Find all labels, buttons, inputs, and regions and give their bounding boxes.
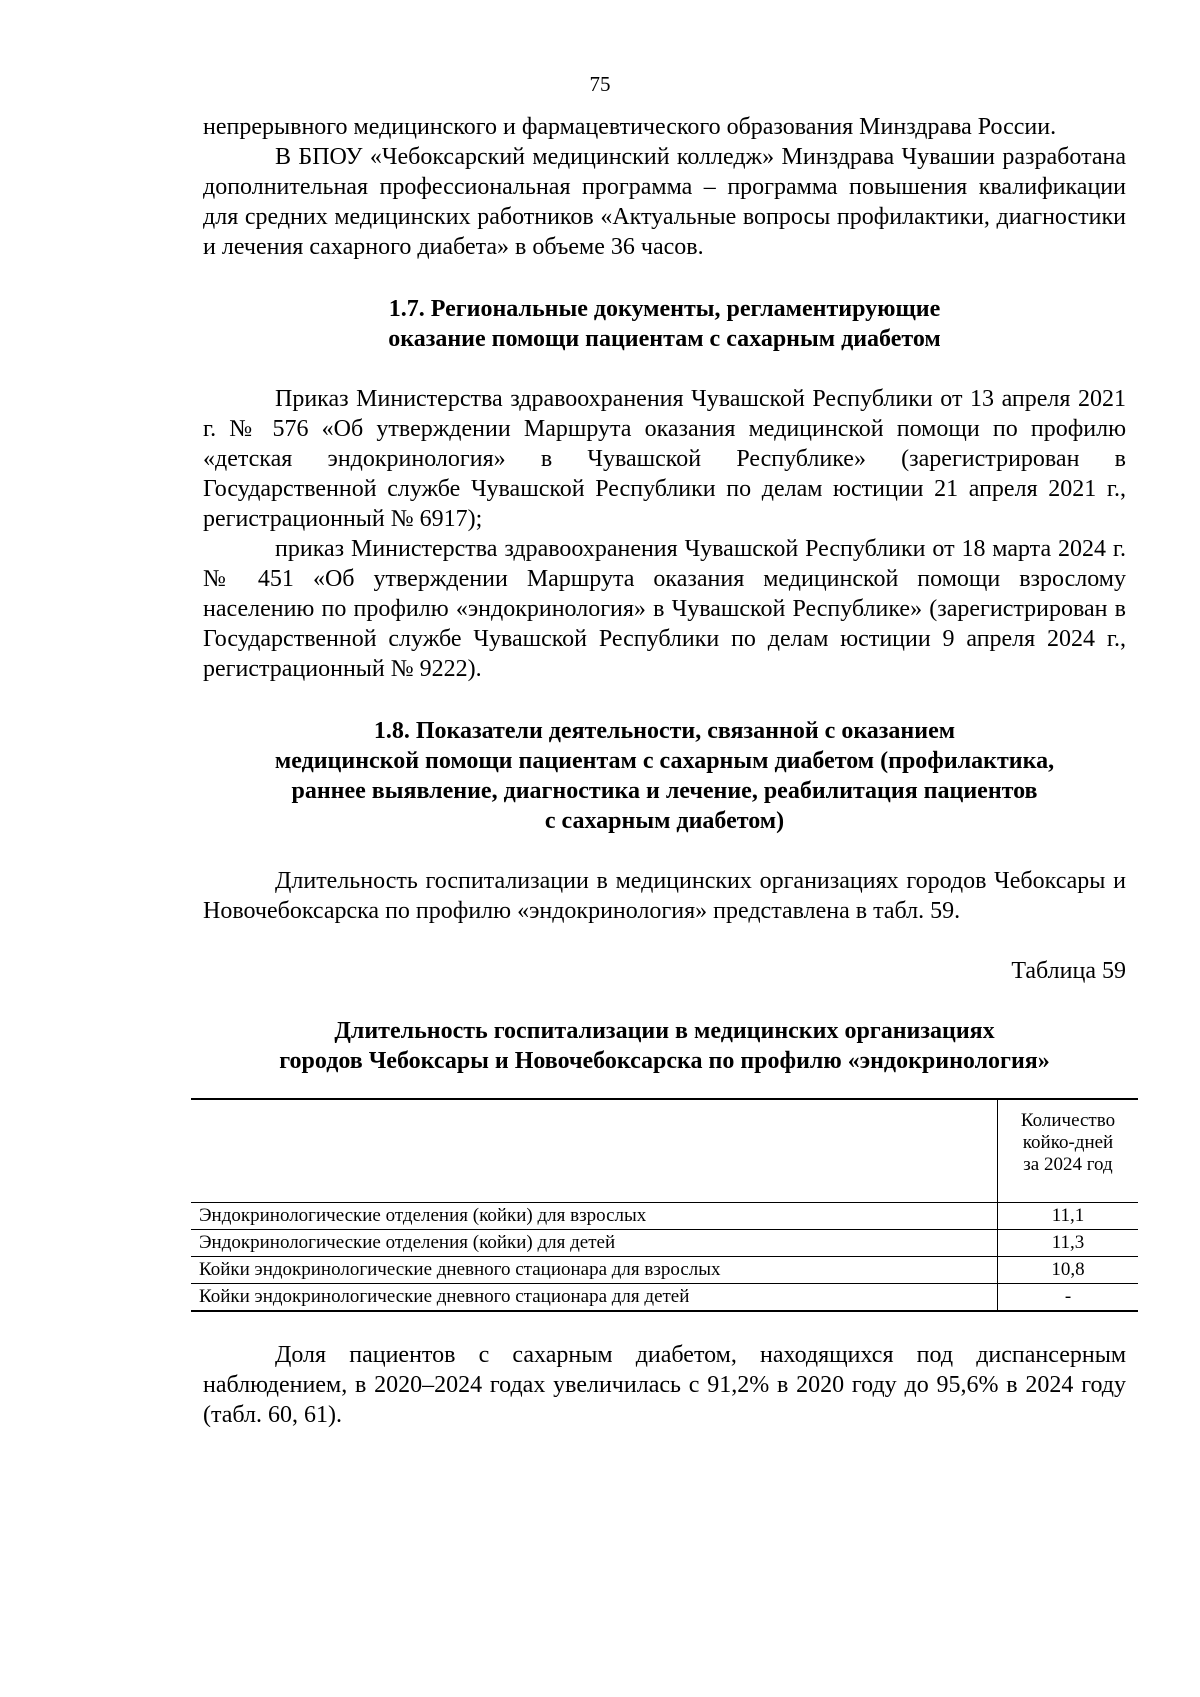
table-cell-name: Эндокринологические отделения (койки) для детей bbox=[191, 1230, 998, 1257]
table-header-name bbox=[191, 1099, 998, 1203]
paragraph-dispensary-share: Доля пациентов с сахарным диабетом, находящихся под диспансерным наблюдением, в 2020–2024 годах увеличилась с 91,2% в 2020 году до 95,6% в 2024 году (табл. 60, 61). bbox=[203, 1342, 1126, 1428]
table-header-value-line-3: за 2024 год bbox=[1023, 1154, 1113, 1175]
table-header-value bbox=[998, 1099, 1139, 1203]
table-row bbox=[191, 1203, 1138, 1230]
paragraph-order-576: Приказ Министерства здравоохранения Чувашской Республики от 13 апреля 2021 г. № 576 «Об утверждении Маршрута оказания медицинской помощи по профилю «детская эндокринология» в Чувашской Республике» (зарегистрирован в Государственной службе Чувашской Республики по делам юстиции 21 апреля 2021 г., регистрационный № 6917); bbox=[203, 386, 1126, 532]
table-row bbox=[191, 1257, 1138, 1284]
paragraph-hospitalization-duration: Длительность госпитализации в медицинских организациях городов Чебоксары и Новочебоксарска по профилю «эндокринология» представлена в табл. 59. bbox=[203, 868, 1126, 924]
table-cell-value: - bbox=[998, 1284, 1139, 1312]
table-cell-name: Койки эндокринологические дневного стационара для взрослых bbox=[191, 1257, 998, 1284]
paragraph-order-451: приказ Министерства здравоохранения Чувашской Республики от 18 марта 2024 г. № 451 «Об утверждении Маршрута оказания медицинской помощи взрослому населению по профилю «эндокринология» в Чувашской Республике» (зарегистрирован в Государственной службе Чувашской Республики по делам юстиции 9 апреля 2024 г., регистрационный № 9222). bbox=[203, 536, 1126, 682]
section-heading-1-8-line-4: с сахарным диабетом) bbox=[544, 808, 785, 834]
section-heading-1-8-line-2: медицинской помощи пациентам с сахарным диабетом (профилактика, bbox=[274, 748, 1055, 774]
page-content bbox=[199, 112, 1126, 1430]
section-heading-1-7-line-1: 1.7. Региональные документы, регламентирующие bbox=[388, 296, 941, 322]
section-heading-1-8 bbox=[203, 716, 1126, 836]
table-row bbox=[191, 1284, 1138, 1312]
table-title-line-2: городов Чебоксары и Новочебоксарска по профилю «эндокринология» bbox=[279, 1048, 1050, 1074]
table-cell-value: 11,1 bbox=[998, 1203, 1139, 1230]
section-heading-1-7-line-2: оказание помощи пациентам с сахарным диабетом bbox=[388, 326, 941, 352]
section-heading-1-7 bbox=[203, 294, 1126, 354]
section-heading-1-8-line-3: раннее выявление, диагностика и лечение, реабилитация пациентов bbox=[291, 778, 1038, 804]
paragraph-college-program: В БПОУ «Чебоксарский медицинский колледж» Минздрава Чувашии разработана дополнительная профессиональная программа – программа повышения квалификации для средних медицинских работников «Актуальные вопросы профилактики, диагностики и лечения сахарного диабета» в объеме 36 часов. bbox=[203, 144, 1126, 260]
table-header-row bbox=[191, 1099, 1138, 1203]
table-title-line-1: Длительность госпитализации в медицинских организациях bbox=[334, 1018, 995, 1044]
table-cell-name: Эндокринологические отделения (койки) для взрослых bbox=[191, 1203, 998, 1230]
table-header-value-line-1: Количество bbox=[1020, 1110, 1116, 1131]
table-label: Таблица 59 bbox=[1011, 958, 1126, 984]
table-title bbox=[203, 1016, 1126, 1076]
table-cell-name: Койки эндокринологические дневного стационара для детей bbox=[191, 1284, 998, 1312]
page-number: 75 bbox=[589, 72, 611, 96]
paragraph-continuation: непрерывного медицинского и фармацевтического образования Минздрава России. bbox=[203, 114, 1057, 140]
table-row bbox=[191, 1230, 1138, 1257]
table-header-value-line-2: койко-дней bbox=[1022, 1132, 1114, 1153]
table-cell-value: 11,3 bbox=[998, 1230, 1139, 1257]
hospitalization-table bbox=[191, 1098, 1138, 1312]
table-cell-value: 10,8 bbox=[998, 1257, 1139, 1284]
section-heading-1-8-line-1: 1.8. Показатели деятельности, связанной с оказанием bbox=[373, 718, 956, 744]
